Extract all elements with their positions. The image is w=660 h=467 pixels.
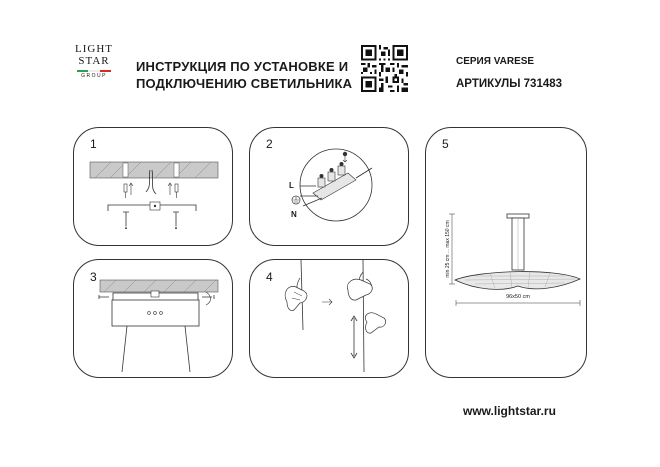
live-wire-label: L (289, 181, 294, 190)
logo-flag-bar (77, 70, 111, 72)
lightstar-logo (72, 44, 116, 96)
step-1-number: 1 (90, 137, 97, 151)
article-label: АРТИКУЛЫ 731483 (456, 78, 563, 90)
step-2-panel (249, 127, 409, 246)
neutral-wire-label: N (291, 210, 297, 219)
website-link[interactable]: www.lightstar.ru (463, 404, 556, 418)
step-4-number: 4 (266, 270, 273, 284)
title-line1: ИНСТРУКЦИЯ ПО УСТАНОВКЕ И (136, 59, 349, 74)
title-line2: ПОДКЛЮЧЕНИЮ СВЕТИЛЬНИКА (136, 76, 353, 91)
step-4-panel (249, 259, 409, 378)
step-5-number: 5 (442, 137, 449, 151)
logo-line3: GROUP (81, 73, 107, 79)
width-dimension-label: 96x50 cm (506, 294, 530, 300)
qr-code (361, 45, 408, 92)
height-dimension-label: min 25 cm ... max 150 cm (445, 220, 451, 278)
step-3-number: 3 (90, 270, 97, 284)
step-3-panel (73, 259, 233, 378)
series-label: СЕРИЯ VARESE (456, 56, 535, 67)
logo-line2: STAR (78, 55, 110, 67)
page-title (136, 58, 352, 92)
logo-line1: LIGHT (75, 43, 113, 55)
step-1-panel (73, 127, 233, 246)
step-2-number: 2 (266, 137, 273, 151)
